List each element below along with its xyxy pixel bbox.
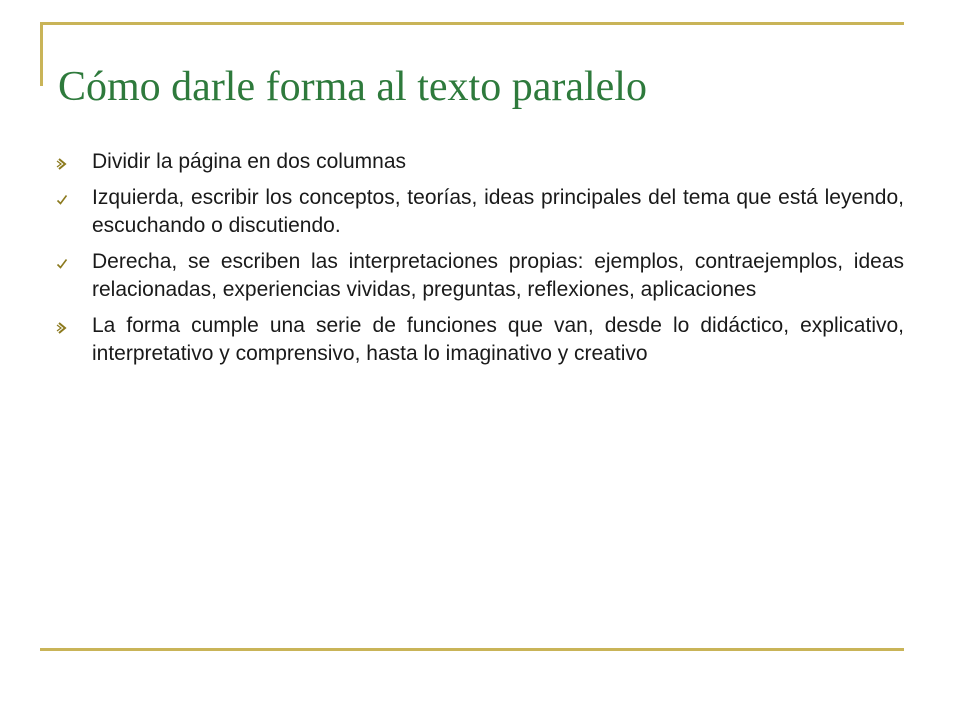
bullet-list	[56, 148, 904, 376]
bottom-rule	[40, 648, 904, 651]
bullet-item	[56, 248, 904, 304]
bullet-item	[56, 184, 904, 240]
bullet-text: Dividir la página en dos columnas	[92, 150, 407, 173]
bullet-item	[56, 148, 904, 176]
arrow-bullet-icon	[56, 312, 92, 340]
check-bullet-icon	[56, 248, 92, 276]
arrow-bullet-icon	[56, 148, 92, 176]
top-rule	[40, 22, 904, 25]
slide-title: Cómo darle forma al texto paralelo	[58, 64, 647, 110]
bullet-text: La forma cumple una serie de funciones que van, desde lo didáctico, explicativo, interpretativo y comprensivo, hasta lo imaginativo y creativo	[92, 314, 904, 365]
left-rule	[40, 22, 43, 86]
check-bullet-icon	[56, 184, 92, 212]
bullet-item	[56, 312, 904, 368]
bullet-text: Derecha, se escriben las interpretaciones propias: ejemplos, contraejemplos, ideas relacionadas, experiencias vividas, preguntas, reflexiones, aplicaciones	[92, 250, 904, 301]
bullet-text: Izquierda, escribir los conceptos, teorías, ideas principales del tema que está leyendo, escuchando o discutiendo.	[92, 186, 904, 237]
